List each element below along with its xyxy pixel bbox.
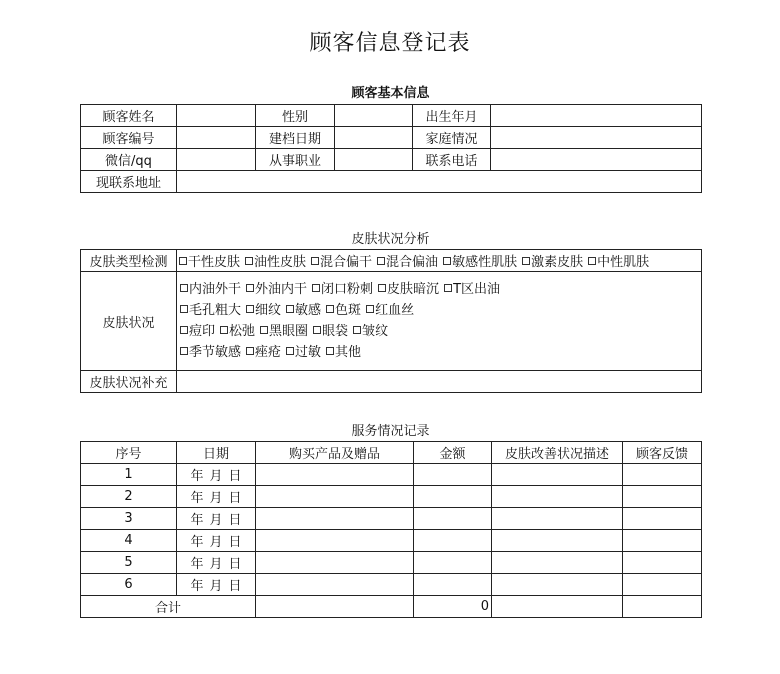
table-row	[81, 530, 702, 552]
skin-option[interactable]	[366, 300, 414, 321]
row-amount[interactable]	[414, 530, 492, 552]
skin-option[interactable]	[286, 342, 321, 363]
skin-supplement-value[interactable]	[177, 371, 702, 393]
checkbox-icon[interactable]	[179, 257, 187, 265]
basic-info-table	[80, 104, 702, 193]
header-product: 购买产品及赠品	[256, 442, 414, 464]
table-row	[81, 508, 702, 530]
value-phone[interactable]	[491, 149, 702, 171]
value-gender[interactable]	[335, 105, 413, 127]
checkbox-icon[interactable]	[313, 326, 321, 334]
skin-type-row	[81, 250, 702, 272]
skin-option[interactable]	[313, 321, 348, 342]
row-feedback[interactable]	[623, 574, 702, 596]
skin-type-label: 皮肤类型检测	[81, 250, 177, 272]
row-amount[interactable]	[414, 574, 492, 596]
row-date[interactable]	[177, 486, 256, 508]
checkbox-icon[interactable]	[220, 326, 228, 334]
row-product[interactable]	[256, 486, 414, 508]
row-improvement[interactable]	[492, 464, 623, 486]
value-customer-id[interactable]	[177, 127, 256, 149]
skin-option-label: 季节敏感	[189, 345, 242, 360]
checkbox-icon[interactable]	[180, 284, 188, 292]
basic-section-title: 顾客基本信息	[351, 86, 430, 101]
skin-status-line	[177, 279, 701, 300]
checkbox-icon[interactable]	[246, 347, 254, 355]
date-day: 日	[228, 535, 242, 550]
skin-option-label: 皱纹	[362, 324, 389, 339]
total-feedback	[623, 596, 702, 618]
table-row	[81, 486, 702, 508]
row-improvement[interactable]	[492, 486, 623, 508]
row-date[interactable]	[177, 574, 256, 596]
skin-option[interactable]	[260, 321, 308, 342]
skin-section-title: 皮肤状况分析	[351, 232, 430, 247]
skin-option-label: 闭口粉刺	[321, 282, 374, 297]
value-occupation[interactable]	[335, 149, 413, 171]
skin-option[interactable]	[588, 251, 649, 270]
row-seq: 6	[81, 574, 177, 596]
skin-option[interactable]	[326, 300, 361, 321]
page-title: 顾客信息登记表	[309, 31, 471, 56]
skin-option[interactable]	[353, 321, 388, 342]
row-amount[interactable]	[414, 486, 492, 508]
skin-supplement-label: 皮肤状况补充	[81, 371, 177, 393]
skin-option[interactable]	[378, 279, 439, 300]
date-day: 日	[228, 557, 242, 572]
skin-option-label: 油性皮肤	[254, 255, 307, 270]
skin-type-options	[177, 250, 702, 272]
row-amount[interactable]	[414, 508, 492, 530]
row-amount[interactable]	[414, 464, 492, 486]
label-occupation: 从事职业	[256, 149, 335, 171]
label-wechat: 微信/qq	[81, 149, 177, 171]
skin-option-label: 内油外干	[189, 282, 242, 297]
checkbox-icon[interactable]	[180, 347, 188, 355]
row-date[interactable]	[177, 530, 256, 552]
row-product[interactable]	[256, 464, 414, 486]
skin-option-label: 混合偏油	[386, 255, 439, 270]
skin-option-label: 皮肤暗沉	[387, 282, 440, 297]
date-month: 月	[209, 579, 223, 594]
service-table	[80, 441, 702, 618]
date-year: 年	[190, 579, 204, 594]
skin-option-label: 混合偏干	[320, 255, 373, 270]
service-header-row	[81, 442, 702, 464]
skin-option[interactable]	[220, 321, 255, 342]
service-section-title: 服务情况记录	[351, 424, 430, 439]
row-date[interactable]	[177, 464, 256, 486]
skin-status-line	[177, 300, 701, 321]
date-month: 月	[209, 469, 223, 484]
checkbox-icon[interactable]	[286, 305, 294, 313]
skin-status-line	[177, 342, 701, 363]
skin-option[interactable]	[326, 342, 361, 363]
checkbox-icon[interactable]	[311, 257, 319, 265]
skin-option-label: 激素皮肤	[531, 255, 584, 270]
skin-option[interactable]	[377, 251, 438, 270]
skin-option[interactable]	[246, 300, 281, 321]
header-date: 日期	[177, 442, 256, 464]
row-improvement[interactable]	[492, 552, 623, 574]
skin-option[interactable]	[245, 251, 306, 270]
date-year: 年	[190, 513, 204, 528]
date-day: 日	[228, 491, 242, 506]
date-year: 年	[190, 535, 204, 550]
row-feedback[interactable]	[623, 486, 702, 508]
row-seq: 5	[81, 552, 177, 574]
skin-option[interactable]	[522, 251, 583, 270]
basic-row	[81, 171, 702, 193]
skin-option-label: 痤疮	[255, 345, 282, 360]
row-improvement[interactable]	[492, 508, 623, 530]
skin-status-options	[177, 272, 702, 371]
date-month: 月	[209, 491, 223, 506]
skin-option-label: 黑眼圈	[269, 324, 309, 339]
row-seq: 2	[81, 486, 177, 508]
skin-option-label: 过敏	[295, 345, 322, 360]
label-family: 家庭情况	[413, 127, 491, 149]
date-month: 月	[209, 513, 223, 528]
label-gender: 性别	[256, 105, 335, 127]
total-product	[256, 596, 414, 618]
skin-option[interactable]	[179, 251, 240, 270]
skin-table	[80, 249, 702, 393]
value-file-date[interactable]	[335, 127, 413, 149]
checkbox-icon[interactable]	[246, 284, 254, 292]
checkbox-icon[interactable]	[326, 305, 334, 313]
basic-row	[81, 127, 702, 149]
label-customer-id: 顾客编号	[81, 127, 177, 149]
row-date[interactable]	[177, 508, 256, 530]
row-improvement[interactable]	[492, 530, 623, 552]
skin-option[interactable]	[246, 342, 281, 363]
skin-option-label: 其他	[335, 345, 362, 360]
value-birth[interactable]	[491, 105, 702, 127]
row-date[interactable]	[177, 552, 256, 574]
total-improvement	[492, 596, 623, 618]
checkbox-icon[interactable]	[366, 305, 374, 313]
header-seq: 序号	[81, 442, 177, 464]
date-day: 日	[228, 513, 242, 528]
skin-supplement-row	[81, 371, 702, 393]
skin-option[interactable]	[311, 251, 372, 270]
checkbox-icon[interactable]	[443, 257, 451, 265]
date-year: 年	[190, 469, 204, 484]
row-feedback[interactable]	[623, 464, 702, 486]
row-product[interactable]	[256, 530, 414, 552]
skin-option[interactable]	[312, 279, 373, 300]
checkbox-icon[interactable]	[312, 284, 320, 292]
checkbox-icon[interactable]	[245, 257, 253, 265]
header-improvement: 皮肤改善状况描述	[492, 442, 623, 464]
skin-option-label: 红血丝	[375, 303, 415, 318]
header-feedback: 顾客反馈	[623, 442, 702, 464]
skin-option-label: 外油内干	[255, 282, 308, 297]
date-month: 月	[209, 535, 223, 550]
date-year: 年	[190, 491, 204, 506]
skin-option-label: 色斑	[335, 303, 362, 318]
skin-option[interactable]	[180, 300, 241, 321]
skin-option[interactable]	[180, 321, 215, 342]
header-amount: 金额	[414, 442, 492, 464]
skin-option-label: 干性皮肤	[188, 255, 241, 270]
total-amount: 0	[414, 596, 492, 618]
total-row	[81, 596, 702, 618]
value-name[interactable]	[177, 105, 256, 127]
checkbox-icon[interactable]	[522, 257, 530, 265]
skin-option-label: 眼袋	[322, 324, 349, 339]
basic-row	[81, 105, 702, 127]
label-birth: 出生年月	[413, 105, 491, 127]
date-day: 日	[228, 579, 242, 594]
row-product[interactable]	[256, 508, 414, 530]
row-seq: 3	[81, 508, 177, 530]
checkbox-icon[interactable]	[180, 326, 188, 334]
skin-option-label: 痘印	[189, 324, 216, 339]
row-feedback[interactable]	[623, 530, 702, 552]
table-row	[81, 552, 702, 574]
checkbox-icon[interactable]	[377, 257, 385, 265]
row-feedback[interactable]	[623, 508, 702, 530]
row-amount[interactable]	[414, 552, 492, 574]
skin-status-label: 皮肤状况	[81, 272, 177, 371]
date-day: 日	[228, 469, 242, 484]
skin-status-line	[177, 321, 701, 342]
checkbox-icon[interactable]	[286, 347, 294, 355]
row-product[interactable]	[256, 552, 414, 574]
skin-option-label: 敏感性肌肤	[452, 255, 518, 270]
checkbox-icon[interactable]	[260, 326, 268, 334]
skin-option[interactable]	[444, 279, 500, 300]
skin-option-label: 中性肌肤	[597, 255, 650, 270]
checkbox-icon[interactable]	[444, 284, 452, 292]
row-seq: 4	[81, 530, 177, 552]
row-improvement[interactable]	[492, 574, 623, 596]
label-address: 现联系地址	[81, 171, 177, 193]
label-name: 顾客姓名	[81, 105, 177, 127]
table-row	[81, 464, 702, 486]
skin-option[interactable]	[246, 279, 307, 300]
skin-option-label: 松弛	[229, 324, 256, 339]
skin-option-label: 敏感	[295, 303, 322, 318]
row-product[interactable]	[256, 574, 414, 596]
value-wechat[interactable]	[177, 149, 256, 171]
skin-option[interactable]	[286, 300, 321, 321]
skin-option[interactable]	[443, 251, 517, 270]
row-feedback[interactable]	[623, 552, 702, 574]
basic-row	[81, 149, 702, 171]
checkbox-icon[interactable]	[180, 305, 188, 313]
skin-option[interactable]	[180, 279, 241, 300]
skin-option-label: 毛孔粗大	[189, 303, 242, 318]
date-month: 月	[209, 557, 223, 572]
row-seq: 1	[81, 464, 177, 486]
checkbox-icon[interactable]	[588, 257, 596, 265]
value-address[interactable]	[177, 171, 702, 193]
date-year: 年	[190, 557, 204, 572]
label-file-date: 建档日期	[256, 127, 335, 149]
skin-option[interactable]	[180, 342, 241, 363]
checkbox-icon[interactable]	[353, 326, 361, 334]
label-phone: 联系电话	[413, 149, 491, 171]
skin-status-row	[81, 272, 702, 371]
checkbox-icon[interactable]	[378, 284, 386, 292]
checkbox-icon[interactable]	[326, 347, 334, 355]
table-row	[81, 574, 702, 596]
skin-option-label: 细纹	[255, 303, 282, 318]
skin-option-label: T区出油	[453, 282, 501, 297]
value-family[interactable]	[491, 127, 702, 149]
total-label: 合计	[81, 596, 256, 618]
checkbox-icon[interactable]	[246, 305, 254, 313]
